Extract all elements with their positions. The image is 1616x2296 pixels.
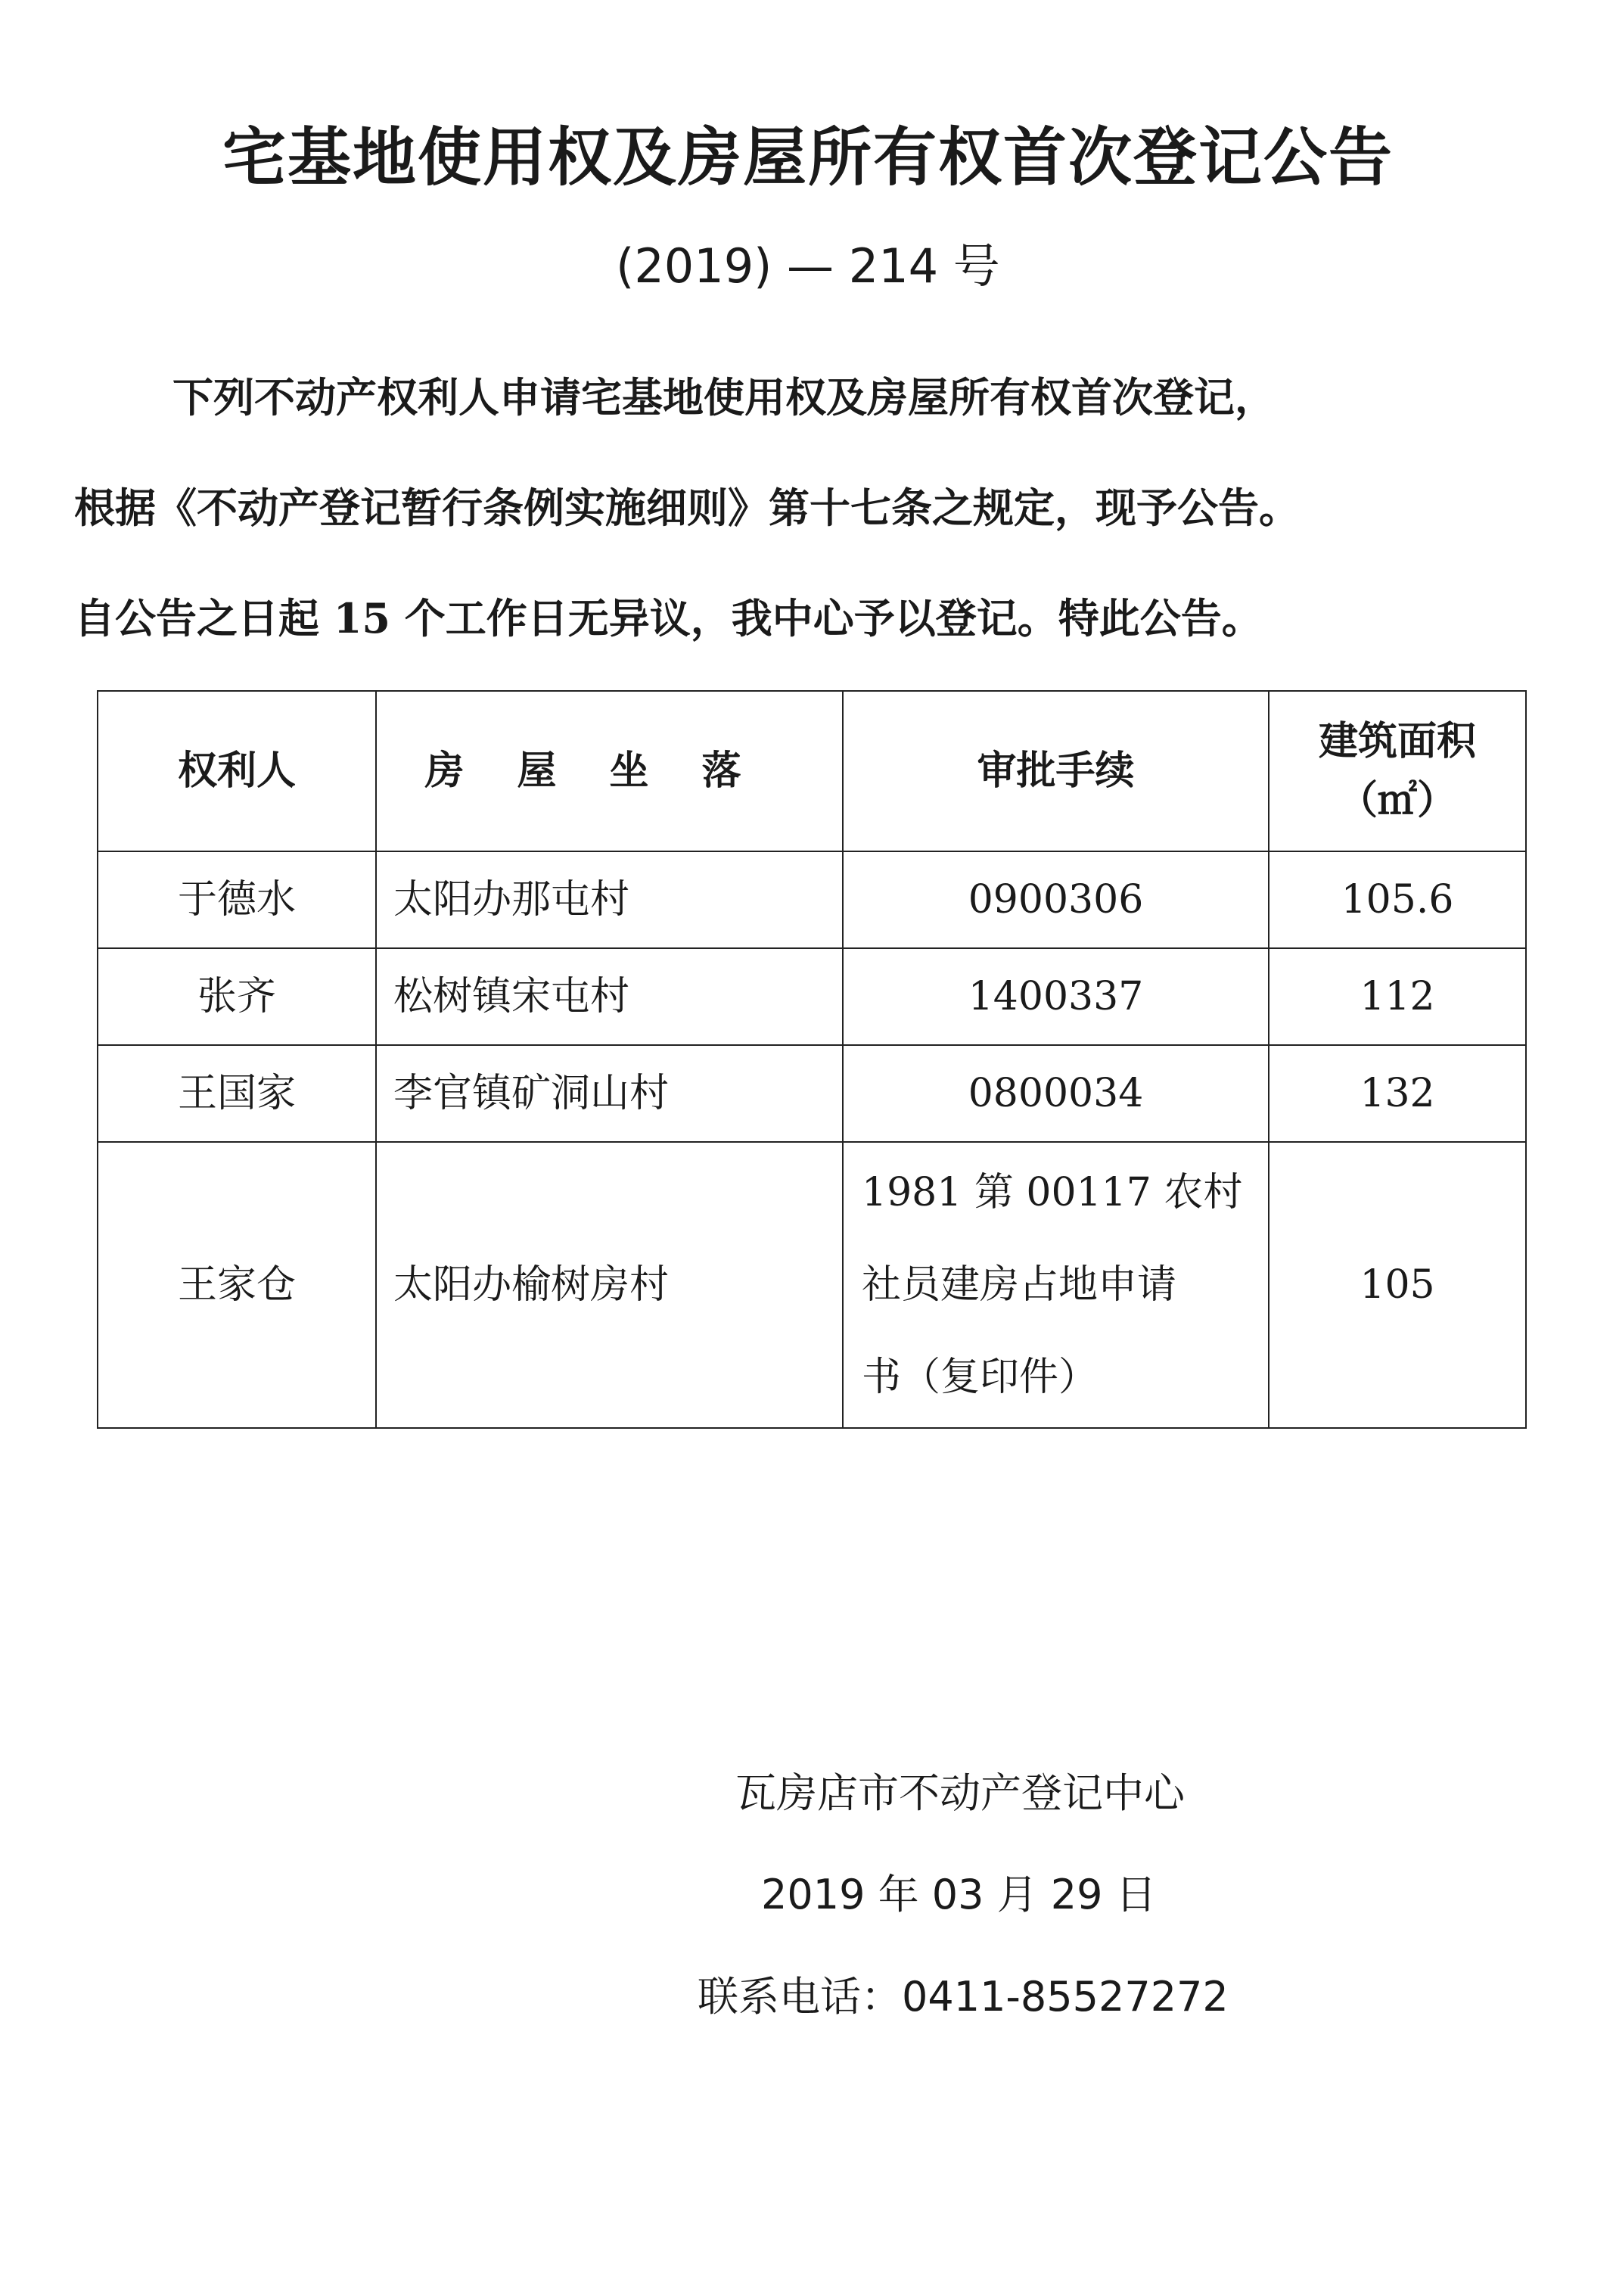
table-row [98, 948, 1526, 1045]
cell-approval: 1400337 [843, 948, 1269, 1045]
cell-area: 112 [1269, 948, 1526, 1045]
cell-approval [843, 1142, 1269, 1428]
header-approval: 审批手续 [843, 691, 1269, 851]
cell-location: 松树镇宋屯村 [376, 948, 843, 1045]
cell-holder: 张齐 [98, 948, 376, 1045]
cell-location: 太阳办榆树房村 [376, 1142, 843, 1428]
cell-location: 李官镇矿洞山村 [376, 1045, 843, 1142]
issue-date: 2019 年 03 月 29 日 [761, 1871, 1157, 1918]
table-row [98, 851, 1526, 948]
contact-phone: 联系电话：0411-85527272 [698, 1973, 1229, 2021]
header-area-unit: （㎡） [1338, 777, 1456, 823]
notice-body-line-1: 下列不动产权利人申请宅基地使用权及房屋所有权首次登记， [172, 373, 1276, 422]
table-header-row [98, 691, 1526, 851]
notice-body-line-3: 自公告之日起 15 个工作日无异议，我中心予以登记。特此公告。 [74, 594, 1263, 642]
cell-approval-line: 1981 第 00117 农村 [862, 1170, 1243, 1215]
header-area-label: 建筑面积 [1318, 718, 1476, 764]
cell-approval-line: 书（复印件） [862, 1355, 1099, 1400]
cell-approval: 0800034 [843, 1045, 1269, 1142]
table-row [98, 1045, 1526, 1142]
notice-body-line-2: 根据《不动产登记暂行条例实施细则》第十七条之规定，现予公告。 [74, 484, 1300, 532]
notice-body [74, 342, 1572, 674]
cell-area: 105.6 [1269, 851, 1526, 948]
cell-area: 132 [1269, 1045, 1526, 1142]
cell-area: 105 [1269, 1142, 1526, 1428]
cell-holder: 于德水 [98, 851, 376, 948]
notice-title: 宅基地使用权及房屋所有权首次登记公告 [222, 120, 1394, 194]
header-holder: 权利人 [98, 691, 376, 851]
cell-approval-line: 社员建房占地申请 [862, 1262, 1177, 1308]
registration-table [97, 690, 1527, 1429]
header-location-label: 房屋坐落 [424, 748, 794, 794]
notice-number: (2019) — 214 号 [616, 238, 1000, 294]
cell-location: 太阳办那屯村 [376, 851, 843, 948]
issuing-organization: 瓦房店市不动产登记中心 [735, 1769, 1185, 1817]
header-area [1269, 691, 1526, 851]
table-row [98, 1142, 1526, 1428]
cell-holder: 王家仓 [98, 1142, 376, 1428]
cell-approval: 0900306 [843, 851, 1269, 948]
cell-holder: 王国家 [98, 1045, 376, 1142]
header-location [376, 691, 843, 851]
